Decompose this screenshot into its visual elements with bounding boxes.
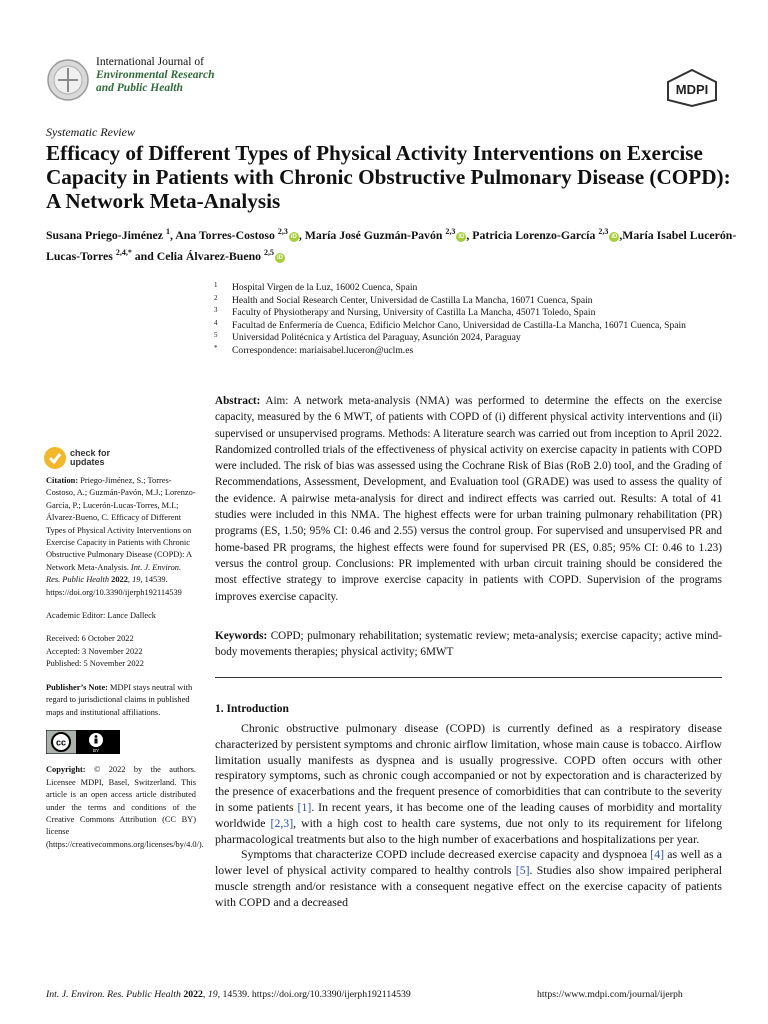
mdpi-logo-icon [664,68,720,108]
publishers-note [46,682,196,719]
orcid-icon[interactable]: iD [458,233,465,240]
svg-text:BY: BY [92,747,100,753]
citation-text: Priego-Jiménez, S.; Torres-Costoso, A.; Guzmán-Pavón, M.J.; Lorenzo-García, P.; Lucerón-Lucas-Torres, M.I.; Álvarez-Bueno, C. Efficacy of Different Types of Physical Activity Interventions on Exercise Capacity in Patients with Chronic Obstructive Pulmonary Disease (COPD): A Network Meta-Analysis. [46,476,196,572]
journal-name-line1: International Journal of [96,56,204,68]
article-title: Efficacy of Different Types of Physical Activity Interventions on Exercise Capacity in Patients with Chronic Obstructive Pulmonary Disease (COPD): A Network Meta-Analysis [46,141,731,213]
publisher-name: MDPI [675,82,709,97]
affiliation-item [214,282,734,295]
reference-link[interactable]: [4] [650,847,665,862]
intro-p1-text-a: Chronic obstructive pulmonary disease (COPD) is currently defined as a respiratory disease characterized by persistent symptoms and chronic airflow limitation, whose main cause is tobacco. Airflow limitation usually manifests as dyspnea and is usually progressive. COPD often occurs with other respiratory symptoms, such as chronic cough accompanied or not by expectoration and is characterized by the presence of exacerbations and the frequent presence of comorbidities that can contribute to the severity in some patients [215,721,722,814]
reference-link[interactable]: [5] [515,863,530,878]
author-affiliation-marker: 2,3 [277,227,288,236]
copyright-text: © 2022 by the authors. Licensee MDPI, Basel, Switzerland. This article is an open access article distributed under the terms and conditions of the Creative Commons Attribution (CC BY) license (https://creativecommons.org/licenses/by/4.0/). [46,765,204,849]
journal-name [96,56,215,95]
affiliation-number: 2 [214,293,218,302]
intro-body [215,721,722,911]
footer-journal: Int. J. Environ. Res. Public Health [46,989,181,1000]
dates [46,633,196,670]
intro-heading: 1. Introduction [215,703,289,715]
affiliation-number: 1 [214,281,218,289]
check-updates-line1: check for [70,448,111,458]
footer-citation: Int. J. Environ. Res. Public Health 2022, 19, 14539. https://doi.org/10.3390/ijerph192114539 [46,989,411,1000]
orcid-icon[interactable]: iD [277,254,283,261]
citation-year: 2022 [111,575,128,585]
intro-p2-text-c: . Studies also show impaired peripheral muscle strength and/or resistance with a consequent negative effect on the exercise capacity of patients with COPD and a decreased [215,863,723,909]
keywords-text: COPD; pulmonary rehabilitation; systematic review; meta-analysis; exercise capacity; active mind-body movements therapies; physical activity; 6MWT [215,630,723,659]
reference-link[interactable]: [1] [297,799,312,814]
author-separator: , [298,227,305,242]
author-affiliation-marker: 2,4,* [115,247,132,257]
academic-editor: Academic Editor: Lance Dalleck [46,611,156,621]
citation-volume: 19 [132,575,141,585]
affiliation-text: Universidad Politécnica y Artística del Paraguay, Asunción 2024, Paraguay [232,332,521,343]
affiliation-text: Hospital Virgen de la Luz, 16002 Cuenca, Spain [232,282,418,293]
author-name[interactable]: Celia Álvarez-Bueno [156,248,262,263]
affiliation-item [214,332,734,345]
author-affiliation-marker: 2,3 [598,227,609,236]
affiliation-item [214,320,734,333]
affiliation-item [214,307,734,320]
affiliation-item [214,295,734,308]
keywords [215,628,722,661]
affiliation-number: 3 [214,306,218,314]
citation-label: Citation: [46,476,79,485]
affiliation-number: 5 [214,331,218,339]
intro-p1-text-c: , with a high cost to health care systems, due not only to its requirement for lifelong pharmacological treatments but also to the high number of exacerbations and hospitalizations per year. [215,815,722,846]
affiliations [214,282,734,357]
accepted-date: Accepted: 3 November 2022 [46,646,143,656]
author-name[interactable]: María Isabel Lucerón-Lucas-Torres [46,227,737,263]
citation-doi[interactable]: , 14539. https://doi.org/10.3390/ijerph192114539 [46,575,182,597]
citation: Citation: Priego-Jiménez, S.; Torres-Costoso, A.; Guzmán-Pavón, M.J.; Lorenzo-García, P.; Lucerón-Lucas-Torres, M.I.; Álvarez-Bueno, C. Efficacy of Different Types of Physical Activity Interventions on Exercise Capacity in Patients with Chronic Obstructive Pulmonary Disease (COPD): A Network Meta-Analysis. Int. J. Environ. Res. Public Health 2022, 19, 14539. https://doi.org/10.3390/ijerph192114539 [46,476,196,597]
footer-year: 2022 [183,989,203,1000]
affiliation-number: * [214,343,218,352]
footer-doi[interactable]: , 14539. https://doi.org/10.3390/ijerph192114539 [217,989,411,1000]
author-separator: , [619,227,623,242]
author-separator: , [169,227,176,242]
check-for-updates-button[interactable] [44,447,124,471]
intro-p2-text-b: as well as a lower level of physical activity compared to healthy controls [215,847,722,878]
author-name[interactable]: Patricia Lorenzo-García [472,227,596,242]
author-separator: , [466,227,473,242]
abstract-text: Aim: A network meta-analysis (NMA) was performed to determine the effects on the exercise capacity, measured by the 6 MWT, of patients with COPD of (i) different physical activity interventions and (ii) supervised or unsupervised programs. Methods: A literature search was carried out from inception to April 2022. Randomized controlled trials of the effectiveness of physical activity on exercise capacity in patients with COPD were included. The risk of bias was assessed using the Cochrane Risk of Bias (RoB 2.0) tool, and the Grading of Recommendations, Assessment, Development, and Evaluation tool (GRADE) was used to assess the quality of the evidence. A pairwise meta-analysis for direct and indirect effects was carried out. Results: A total of 41 studies were included in this NMA. The highest effects were for urban training pulmonary rehabilitation (PR) programs (ES, 1.50; 95% CI: 0.46 and 2.55) versus the control group. For supervised and unsupervised PR and home-based PR programs, the highest effects were found for supervised PR (ES, 0.85; 95% CI: 0.46 to 1.23) versus the control group. Conclusions: PR implemented with urban circuit training should be considered the most effective strategy to improve exercise capacity in patients with COPD. Supervision of the programs improves exercise capacity. [215,395,722,603]
publishers-note-label: Publisher’s Note: [46,682,108,692]
orcid-icon[interactable]: iD [611,233,618,240]
intro-p1-text-b: . In recent years, it has become one of the leading causes of morbidity and mortality worldwide [215,799,722,830]
svg-text:cc: cc [55,737,67,748]
section-divider [215,677,722,678]
author-list [46,223,746,265]
copyright-label: Copyright: [46,765,86,775]
author-affiliation-marker: 2,3 [445,227,456,236]
orcid-icon[interactable]: iD [290,233,297,240]
author-separator: and [131,248,157,263]
author-affiliation-marker: 1 [165,227,170,236]
keywords-label: Keywords: [215,630,268,642]
author-affiliation-marker: 2,5 [264,247,274,257]
reference-link[interactable]: [2,3] [270,815,294,830]
article-type: Systematic Review [46,125,135,139]
article-sidebar [46,475,204,862]
journal-name-line2: Environmental Research [96,69,215,81]
footer-volume: 19 [207,989,218,1000]
footer-journal-url[interactable]: https://www.mdpi.com/journal/ijerph [537,989,683,1000]
intro-p2-text-a: Symptoms that characterize COPD include decreased exercise capacity and dyspnoea [241,847,651,862]
check-updates-text [70,449,110,467]
affiliation-text: Facultad de Enfermería de Cuenca, Edificio Melchor Cano, Universidad de Castilla-La Mancha, 16071 Cuenca, Spain [232,319,686,331]
affiliation-text: Faculty of Physiotherapy and Nursing, University of Castilla La Mancha, 45071 Toledo, Spain [232,307,596,318]
cc-by-icon[interactable] [46,730,120,754]
check-updates-icon [44,447,66,469]
journal-logo-icon [46,58,90,102]
affiliation-text: Correspondence: mariaisabel.luceron@uclm.es [232,344,414,356]
author-name[interactable]: María José Guzmán-Pavón [304,227,443,242]
intro-paragraph-2 [215,847,722,910]
received-date: Received: 6 October 2022 [46,634,134,644]
affiliation-number: 4 [214,318,218,327]
copyright [46,764,204,851]
citation-journal: Int. J. Environ. Res. Public Health [46,562,182,585]
published-date: Published: 5 November 2022 [46,659,144,669]
abstract [215,393,722,605]
author-name[interactable]: Susana Priego-Jiménez [46,227,163,242]
abstract-label: Abstract: [215,395,261,407]
publishers-note-text: MDPI stays neutral with regard to jurisdictional claims in published maps and institutional affiliations. [46,682,193,717]
affiliation-item [214,345,734,358]
check-updates-line2: updates [70,457,105,467]
affiliation-text: Health and Social Research Center, Universidad de Castilla La Mancha, 16071 Cuenca, Spain [232,294,593,306]
intro-paragraph-1 [215,721,722,847]
journal-name-line3: and Public Health [96,82,183,94]
author-name[interactable]: Ana Torres-Costoso [175,227,275,242]
